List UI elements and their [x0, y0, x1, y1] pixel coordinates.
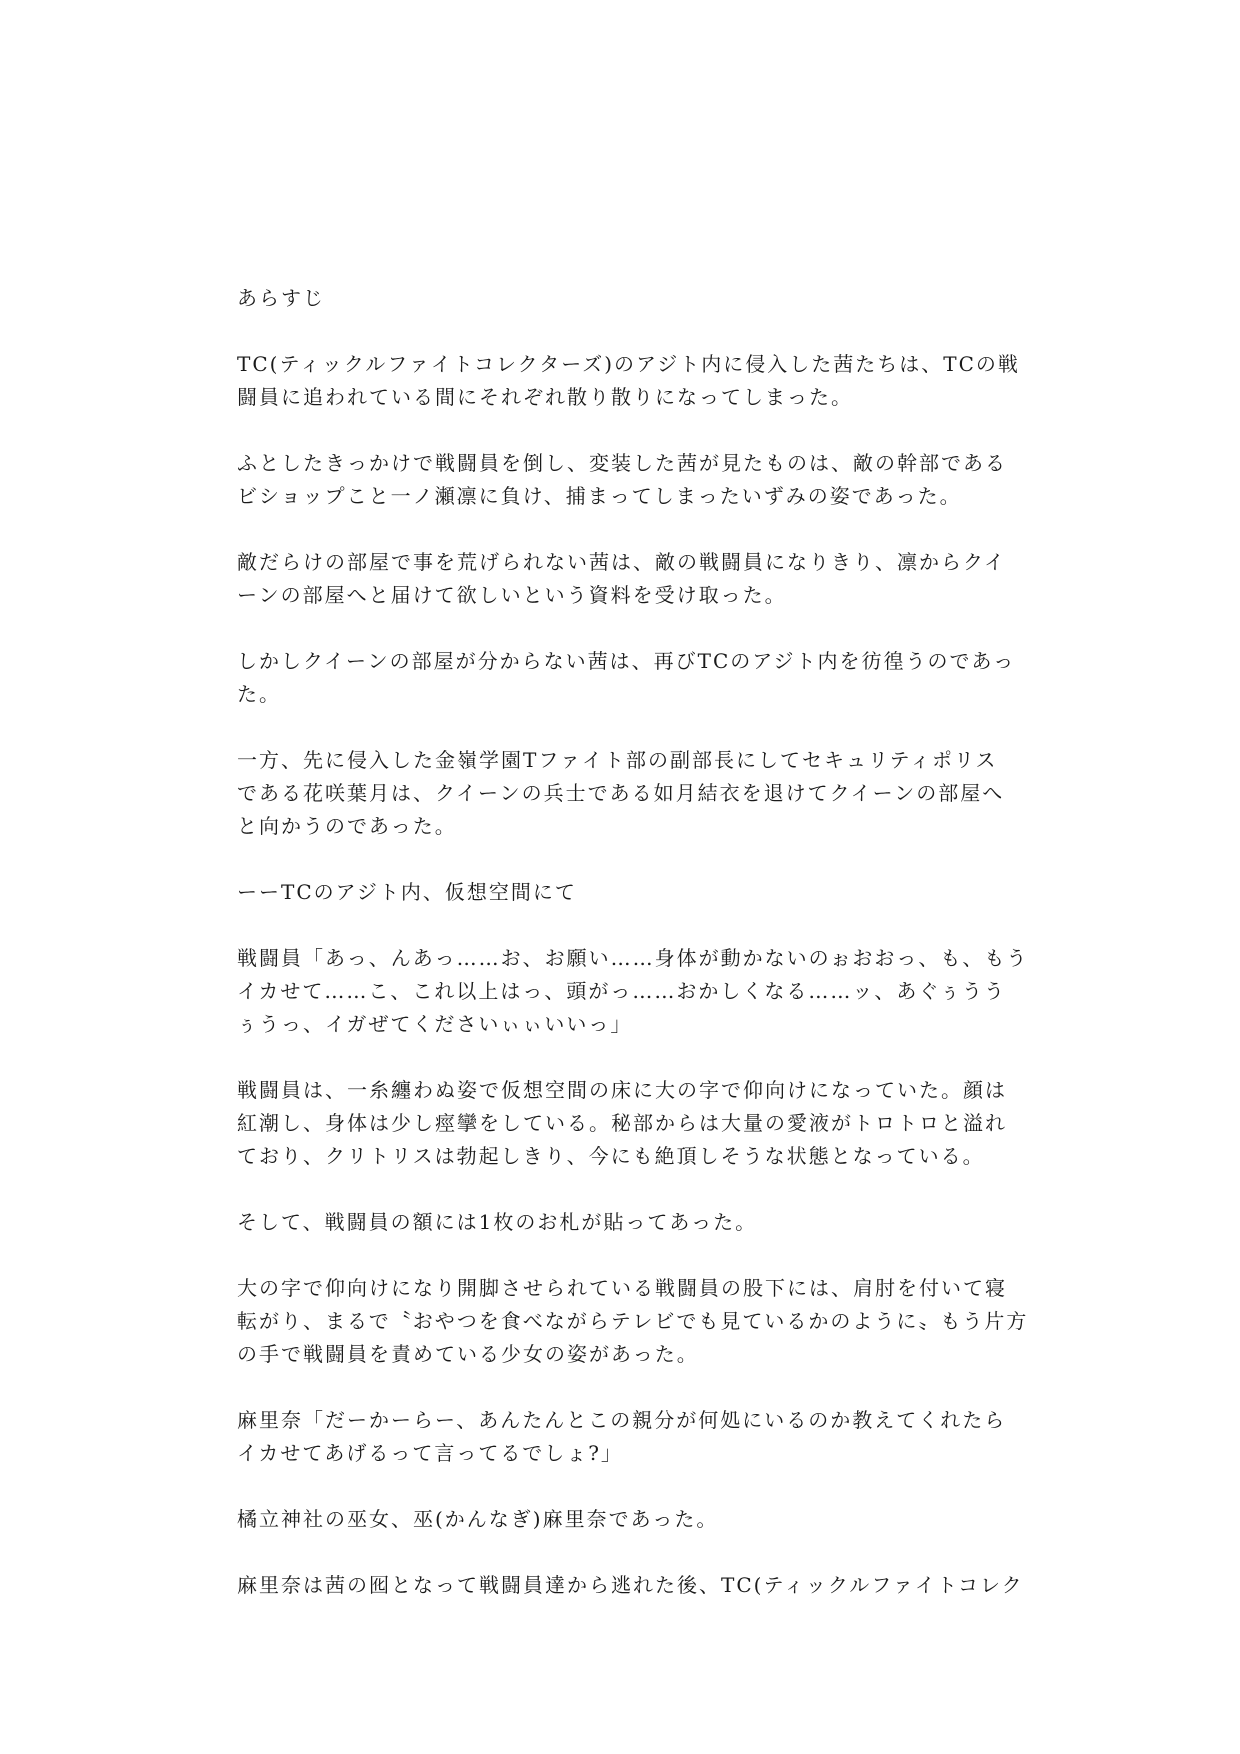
text-line: 戦闘員「あっ、んあっ……お、お願い……身体が動かないのぉおおっ、も、もう	[237, 946, 1029, 970]
text-line: イカせて……こ、これ以上はっ、頭がっ……おかしくなる……ッ、あぐぅうう	[237, 979, 1006, 1003]
paragraph	[237, 645, 1016, 711]
text-line: 一方、先に侵入した金嶺学園Tファイト部の副部長にしてセキュリティポリス	[237, 748, 998, 772]
text-line: 麻里奈は茜の囮となって戦闘員達から逃れた後、TC(ティックルファイトコレク	[237, 1573, 1024, 1597]
text-line: 闘員に追われている間にそれぞれ散り散りになってしまった。	[237, 385, 853, 409]
text-line: ーーTCのアジト内、仮想空間にて	[237, 880, 577, 904]
paragraph	[237, 546, 1007, 612]
text-line: の手で戦闘員を責めている少女の姿があった。	[237, 1342, 699, 1366]
text-line: イカせてあげるって言ってるでしょ?」	[237, 1441, 623, 1465]
text-line: である花咲葉月は、クイーンの兵士である如月結衣を退けてクイーンの部屋へ	[237, 781, 1005, 805]
text-line: TC(ティックルファイトコレクターズ)のアジト内に侵入した茜たちは、TCの戦	[237, 352, 1020, 376]
text-line: と向かうのであった。	[237, 814, 457, 838]
document-body	[237, 282, 1029, 1635]
text-line: 橘立神社の巫女、巫(かんなぎ)麻里奈であった。	[237, 1507, 719, 1531]
paragraph	[237, 447, 1007, 513]
text-line: ーンの部屋へと届けて欲しいという資料を受け取った。	[237, 583, 787, 607]
text-line: そして、戦闘員の額には1枚のお札が貼ってあった。	[237, 1210, 758, 1234]
text-line: 転がり、まるで〝おやつを食べながらテレビでも見ているかのように〟もう片方	[237, 1309, 1029, 1333]
text-line: 紅潮し、身体は少し痙攣をしている。秘部からは大量の愛液がトロトロと溢れ	[237, 1111, 1007, 1135]
paragraph	[237, 1272, 1029, 1371]
text-line: ぅうっ、イガぜてくださいぃぃいいっ」	[237, 1012, 633, 1036]
paragraph	[237, 942, 1029, 1041]
text-line: 麻里奈「だーかーらー、あんたんとこの親分が何処にいるのか教えてくれたら	[237, 1408, 1007, 1432]
heading	[237, 282, 1007, 315]
text-line: 戦闘員は、一糸纏わぬ姿で仮想空間の床に大の字で仰向けになっていた。顔は	[237, 1078, 1007, 1102]
paragraph	[237, 1569, 1024, 1602]
paragraph	[237, 1503, 1007, 1536]
text-line: た。	[237, 682, 281, 706]
text-line: ふとしたきっかけで戦闘員を倒し、変装した茜が見たものは、敵の幹部である	[237, 451, 1007, 475]
text-line: ており、クリトリスは勃起しきり、今にも絶頂しそうな状態となっている。	[237, 1144, 985, 1168]
text-line: 敵だらけの部屋で事を荒げられない茜は、敵の戦闘員になりきり、凛からクイ	[237, 550, 1006, 574]
paragraph	[237, 744, 1007, 843]
text-line: ビショップこと一ノ瀬凛に負け、捕まってしまったいずみの姿であった。	[237, 484, 962, 508]
text-line: 大の字で仰向けになり開脚させられている戦闘員の股下には、肩肘を付いて寝	[237, 1276, 1007, 1300]
paragraph	[237, 1074, 1007, 1173]
paragraph	[237, 1404, 1007, 1470]
text-line: しかしクイーンの部屋が分からない茜は、再びTCのアジト内を彷徨うのであっ	[237, 649, 1016, 673]
heading-text: あらすじ	[237, 286, 325, 310]
paragraph	[237, 876, 1007, 909]
paragraph	[237, 1206, 1007, 1239]
paragraph	[237, 348, 1020, 414]
paragraph-container	[237, 348, 1029, 1602]
